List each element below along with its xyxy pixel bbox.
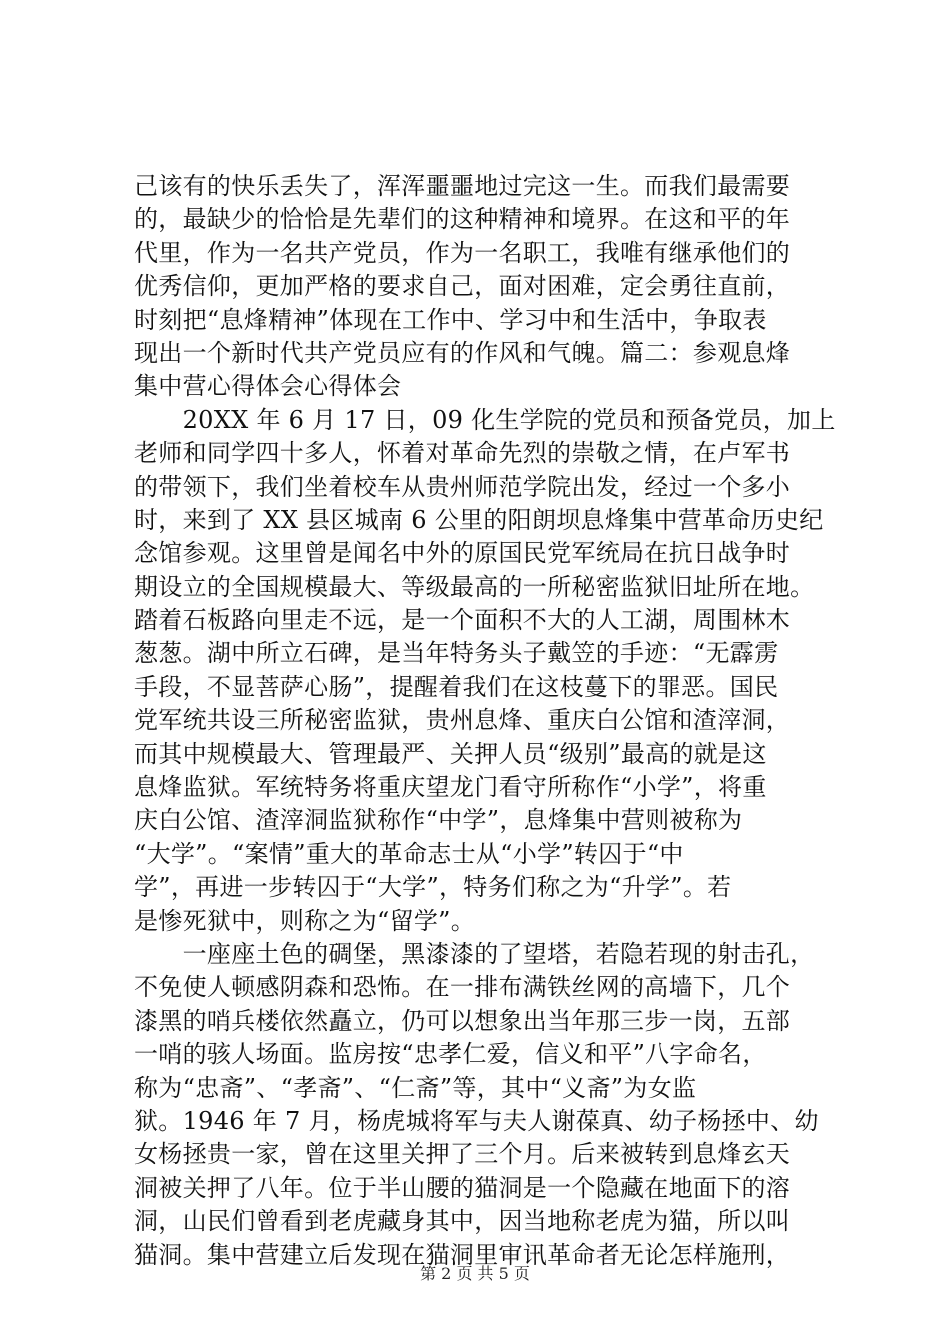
text-line: 女杨拯贵一家，曾在这里关押了三个月。后来被转到息烽玄天 bbox=[134, 1140, 791, 1169]
text-line: 学”，再进一步转囚于“大学”，特务们称之为“升学”。若 bbox=[134, 873, 732, 902]
text-line: 老师和同学四十多人，怀着对革命先烈的崇敬之情，在卢军书 bbox=[134, 439, 791, 468]
text-line: 不免使人顿感阴森和恐怖。在一排布满铁丝网的高墙下，几个 bbox=[134, 973, 791, 1002]
text-line: 手段，不显菩萨心肠”，提醒着我们在这枝蔓下的罪恶。国民 bbox=[134, 672, 779, 701]
text-line: 时刻把“息烽精神”体现在工作中、学习中和生活中，争取表 bbox=[134, 305, 767, 334]
text-line: 己该有的快乐丢失了，浑浑噩噩地过完这一生。而我们最需要 bbox=[134, 172, 791, 200]
text-line: 党军统共设三所秘密监狱，贵州息烽、重庆白公馆和渣滓洞， bbox=[134, 706, 791, 735]
text-line: 念馆参观。这里曾是闻名中外的原国民党军统局在抗日战争时 bbox=[134, 539, 791, 568]
text-line: 庆白公馆、渣滓洞监狱称作“中学”，息烽集中营则被称为 bbox=[134, 806, 743, 835]
text-line: 的，最缺少的恰恰是先辈们的这种精神和境界。在这和平的年 bbox=[134, 205, 791, 234]
text-line: 狱。1946 年 7 月，杨虎城将军与夫人谢葆真、幼子杨拯中、幼 bbox=[134, 1106, 819, 1135]
text-line: 息烽监狱。军统特务将重庆望龙门看守所称作“小学”，将重 bbox=[134, 773, 767, 802]
text-line: 20XX 年 6 月 17 日，09 化生学院的党员和预备党员，加上 bbox=[134, 405, 836, 434]
text-line: 而其中规模最大、管理最严、关押人员“级别”最高的就是这 bbox=[134, 739, 767, 768]
text-line: 集中营心得体会心得体会 bbox=[134, 372, 402, 401]
text-line: 洞被关押了八年。位于半山腰的猫洞是一个隐藏在地面下的溶 bbox=[134, 1173, 791, 1202]
text-line: 期设立的全国规模最大、等级最高的一所秘密监狱旧址所在地。 bbox=[134, 572, 815, 601]
text-line: 的带领下，我们坐着校车从贵州师范学院出发，经过一个多小 bbox=[134, 472, 791, 501]
text-line: 葱葱。湖中所立石碑，是当年特务头子戴笠的手迹：“无霹雳 bbox=[134, 639, 779, 668]
text-line: 一座座土色的碉堡，黑漆漆的了望塔，若隐若现的射击孔， bbox=[134, 939, 815, 968]
text-line: 洞，山民们曾看到老虎藏身其中，因当地称老虎为猫，所以叫 bbox=[134, 1207, 791, 1236]
page-footer bbox=[0, 1264, 950, 1284]
text-line: 优秀信仰，更加严格的要求自己，面对困难，定会勇往直前， bbox=[134, 272, 791, 301]
text-line: 猫洞。集中营建立后发现在猫洞里审讯革命者无论怎样施刑， bbox=[134, 1240, 791, 1269]
text-line: “大学”。“案情”重大的革命志士从“小学”转囚于“中 bbox=[134, 839, 684, 868]
text-line: 漆黑的哨兵楼依然矗立，仍可以想象出当年那三步一岗，五部 bbox=[134, 1006, 791, 1035]
page-number-label: 第 2 页 共 5 页 bbox=[420, 1264, 530, 1283]
text-line: 是惨死狱中，则称之为“留学”。 bbox=[134, 906, 476, 935]
document-body bbox=[134, 170, 834, 1272]
text-line: 一哨的骇人场面。监房按“忠孝仁爱，信义和平”八字命名， bbox=[134, 1040, 767, 1069]
text-line: 代里，作为一名共产党员，作为一名职工，我唯有继承他们的 bbox=[134, 238, 791, 267]
text-line: 现出一个新时代共产党员应有的作风和气魄。篇二：参观息烽 bbox=[134, 338, 791, 367]
text-line: 踏着石板路向里走不远，是一个面积不大的人工湖，周围林木 bbox=[134, 606, 791, 635]
text-line: 时，来到了 XX 县区城南 6 公里的阳朗坝息烽集中营革命历史纪 bbox=[134, 505, 824, 534]
text-line: 称为“忠斋”、“孝斋”、“仁斋”等，其中“义斋”为女监 bbox=[134, 1073, 697, 1102]
